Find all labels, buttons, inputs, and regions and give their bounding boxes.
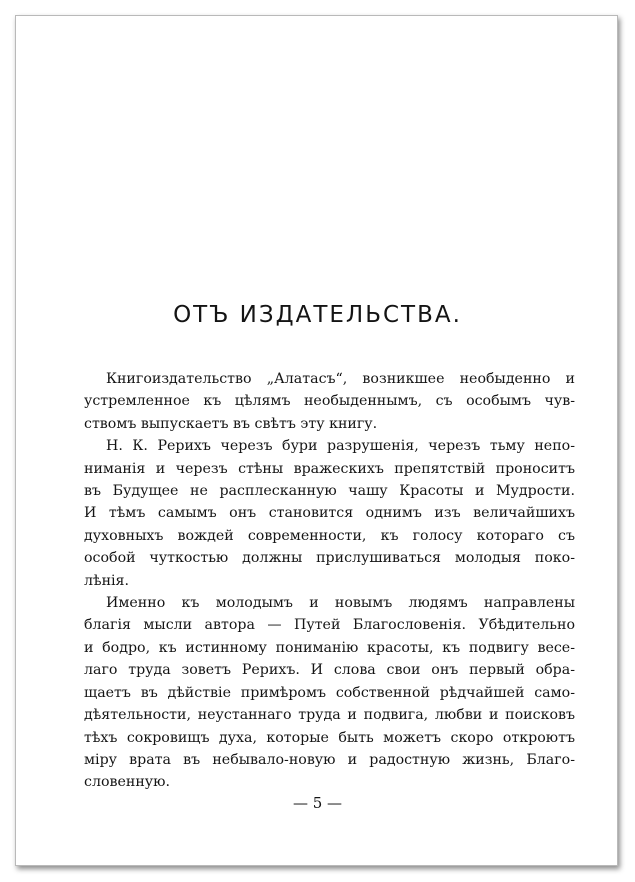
text-line: Книгоиздательство „Алатасъ“, возникшее необыденно и <box>106 371 575 387</box>
text-line: И тѣмъ самымъ онъ становится однимъ изъ величайшихъ <box>84 505 575 522</box>
text-line: тѣхъ сокровищъ духа, которые быть можетъ скоро откроютъ <box>84 729 575 746</box>
book-page <box>15 15 618 866</box>
page-number: — 5 — <box>292 794 343 812</box>
text-line: ствомъ выпускаетъ въ свѣтъ эту книгу. <box>84 415 378 432</box>
text-line: лѣнія. <box>84 572 130 589</box>
body-text <box>84 368 575 794</box>
text-line: устремленное къ цѣлямъ необыденнымъ, съ особымъ чув- <box>84 393 575 410</box>
text-line: щаетъ въ дѣйствіе примѣромъ собственной рѣдчайшей само- <box>84 684 575 701</box>
text-line: особой чуткостью должны прислушиваться молодыя поко- <box>84 550 575 567</box>
text-line: лаго труда зоветъ Рерихъ. И слова свои онъ первый обра- <box>84 662 575 679</box>
text-line: въ Будущее не расплесканную чашу Красоты и Мудрости. <box>84 483 575 500</box>
text-line: Именно къ молодымъ и новымъ людямъ направлены <box>106 595 575 612</box>
text-line: ниманія и черезъ стѣны вражескихъ препятствій проноситъ <box>84 460 575 477</box>
text-line: міру врата въ небывало-новую и радостную жизнь, Благо- <box>84 751 575 768</box>
text-line: Н. К. Рерихъ черезъ бури разрушенія, черезъ тьму непо- <box>106 438 575 455</box>
page-title: ОТЪ ИЗДАТЕЛЬСТВА. <box>173 302 462 328</box>
text-line: дѣятельности, неустаннаго труда и подвига, любви и поисковъ <box>84 707 575 724</box>
text-line: словенную. <box>84 774 171 791</box>
text-line: благія мысли автора — Путей Благословенія. Убѣдительно <box>84 617 575 634</box>
text-line: духовныхъ вождей современности, къ голосу котораго съ <box>84 527 575 544</box>
text-line: и бодро, къ истинному пониманію красоты, къ подвигу весе- <box>84 639 575 656</box>
